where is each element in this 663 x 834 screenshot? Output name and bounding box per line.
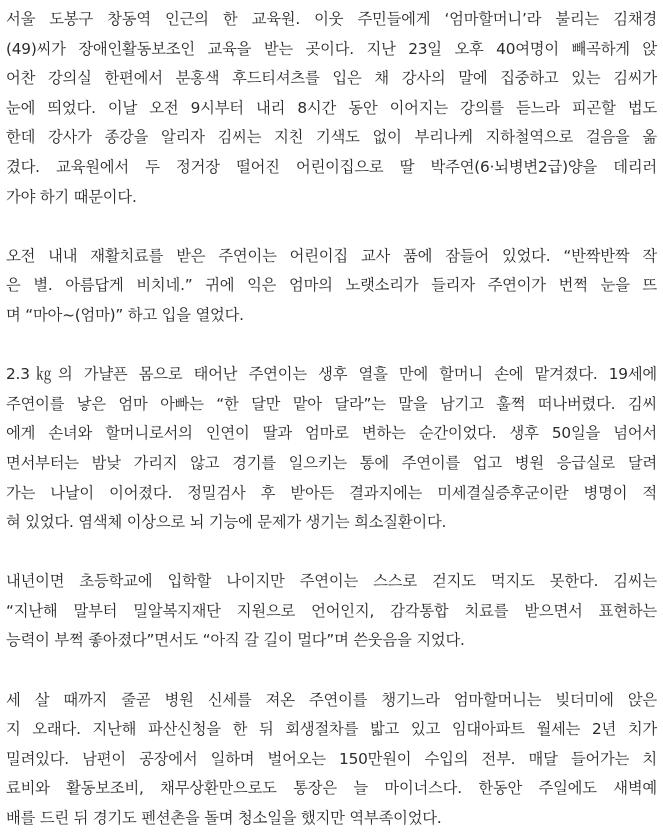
text-line: 오전 내내 재활치료를 받은 주연이는 어린이집 교사 품에 잠들어 있었다. “반짝반짝 작 [6,246,657,265]
text-line: 서울 도봉구 창동역 인근의 한 교육원. 이웃 주민들에게 ‘엄마할머니’라 불리는 김채경 [6,10,657,28]
paragraph-1 [6,5,657,212]
text-line: 지 오래다. 지난해 파산신청을 한 뒤 회생절차를 밟고 있고 임대아파트 월세는 2년 치가 [6,720,657,739]
text-line: 면서부터는 밤낮 가리지 않고 경기를 일으키는 통에 주연이를 업고 병원 응급실로 달려 [6,453,657,472]
text-line: 에게 손녀와 할머니로서의 인연이 딸과 엄마로 변하는 순간이었다. 생후 50일을 넘어서 [6,424,657,443]
text-line: 가는 나날이 이어졌다. 정밀검사 후 받아든 결과지에는 미세결실증후군이란 병명이 적 [6,483,657,502]
text-line: 한데 강사가 종강을 알리자 김씨는 지친 기색도 없이 부리나케 지하철역으로 걸음을 옮 [6,128,657,147]
text-line: “지난해 말부터 밀알복지재단 지원으로 언어인지, 감각통합 치료를 받으면서 표현하는 [6,601,657,620]
text-line: 가야 하기 때문이다. [6,187,137,206]
text-line: 세 살 때까지 줄곧 병원 신세를 져온 주연이를 챙기느라 엄마할머니는 빚더미에 앉은 [6,690,657,709]
text-line: 2.3㎏의 가냘픈 몸으로 태어난 주연이는 생후 열흘 만에 할머니 손에 맡겨졌다. 19세에 [6,365,657,384]
text-line: 밀려있다. 남편이 공장에서 일하며 벌어오는 150만원이 수입의 전부. 매달 들어가는 치 [6,749,657,768]
paragraph-2 [6,242,657,331]
paragraph-5 [6,686,657,834]
text-line: 어찬 강의실 한편에서 분홍색 후드티셔츠를 입은 채 강사의 말에 집중하고 있는 김씨가 [6,69,657,88]
paragraph-3 [6,360,657,538]
text-line: 내년이면 초등학교에 입학할 나이지만 주연이는 스스로 걷지도 먹지도 못한다. 김씨는 [6,572,657,591]
text-line: 눈에 띄었다. 이날 오전 9시부터 내리 8시간 동안 이어지는 강의를 듣느라 피곤할 법도 [6,98,657,117]
text-line: 며 “마아~(엄마)” 하고 입을 열었다. [6,305,244,324]
paragraph-4 [6,567,657,656]
text-line: (49)씨가 장애인활동보조인 교육을 받는 곳이다. 지난 23일 오후 40여명이 빼곡하게 앉 [6,39,657,58]
text-line: 은 별. 아름답게 비치네.” 귀에 익은 엄마의 노랫소리가 들리자 주연이가 번쩍 눈을 뜨 [6,276,657,295]
text-line: 겼다. 교육원에서 두 정거장 떨어진 어린이집으로 딸 박주연(6·뇌병변2급)양을 데리러 [6,157,657,176]
text-line: 혀 있었다. 염색체 이상으로 뇌 기능에 문제가 생기는 희소질환이다. [6,513,447,532]
text-line: 능력이 부쩍 좋아졌다”면서도 “아직 갈 길이 멀다”며 쓴웃음을 지었다. [6,631,465,650]
text-line: 주연이를 낳은 엄마 아빠는 “한 달만 맡아 달라”는 말을 남기고 훌쩍 떠나버렸다. 김씨 [6,394,657,413]
text-line: 료비와 활동보조비, 채무상환만으로도 통장은 늘 마이너스다. 한동안 주일에도 새벽예 [6,779,657,798]
text-line: 배를 드린 뒤 경기도 펜션촌을 돌며 청소일을 했지만 역부족이었다. [6,809,442,828]
